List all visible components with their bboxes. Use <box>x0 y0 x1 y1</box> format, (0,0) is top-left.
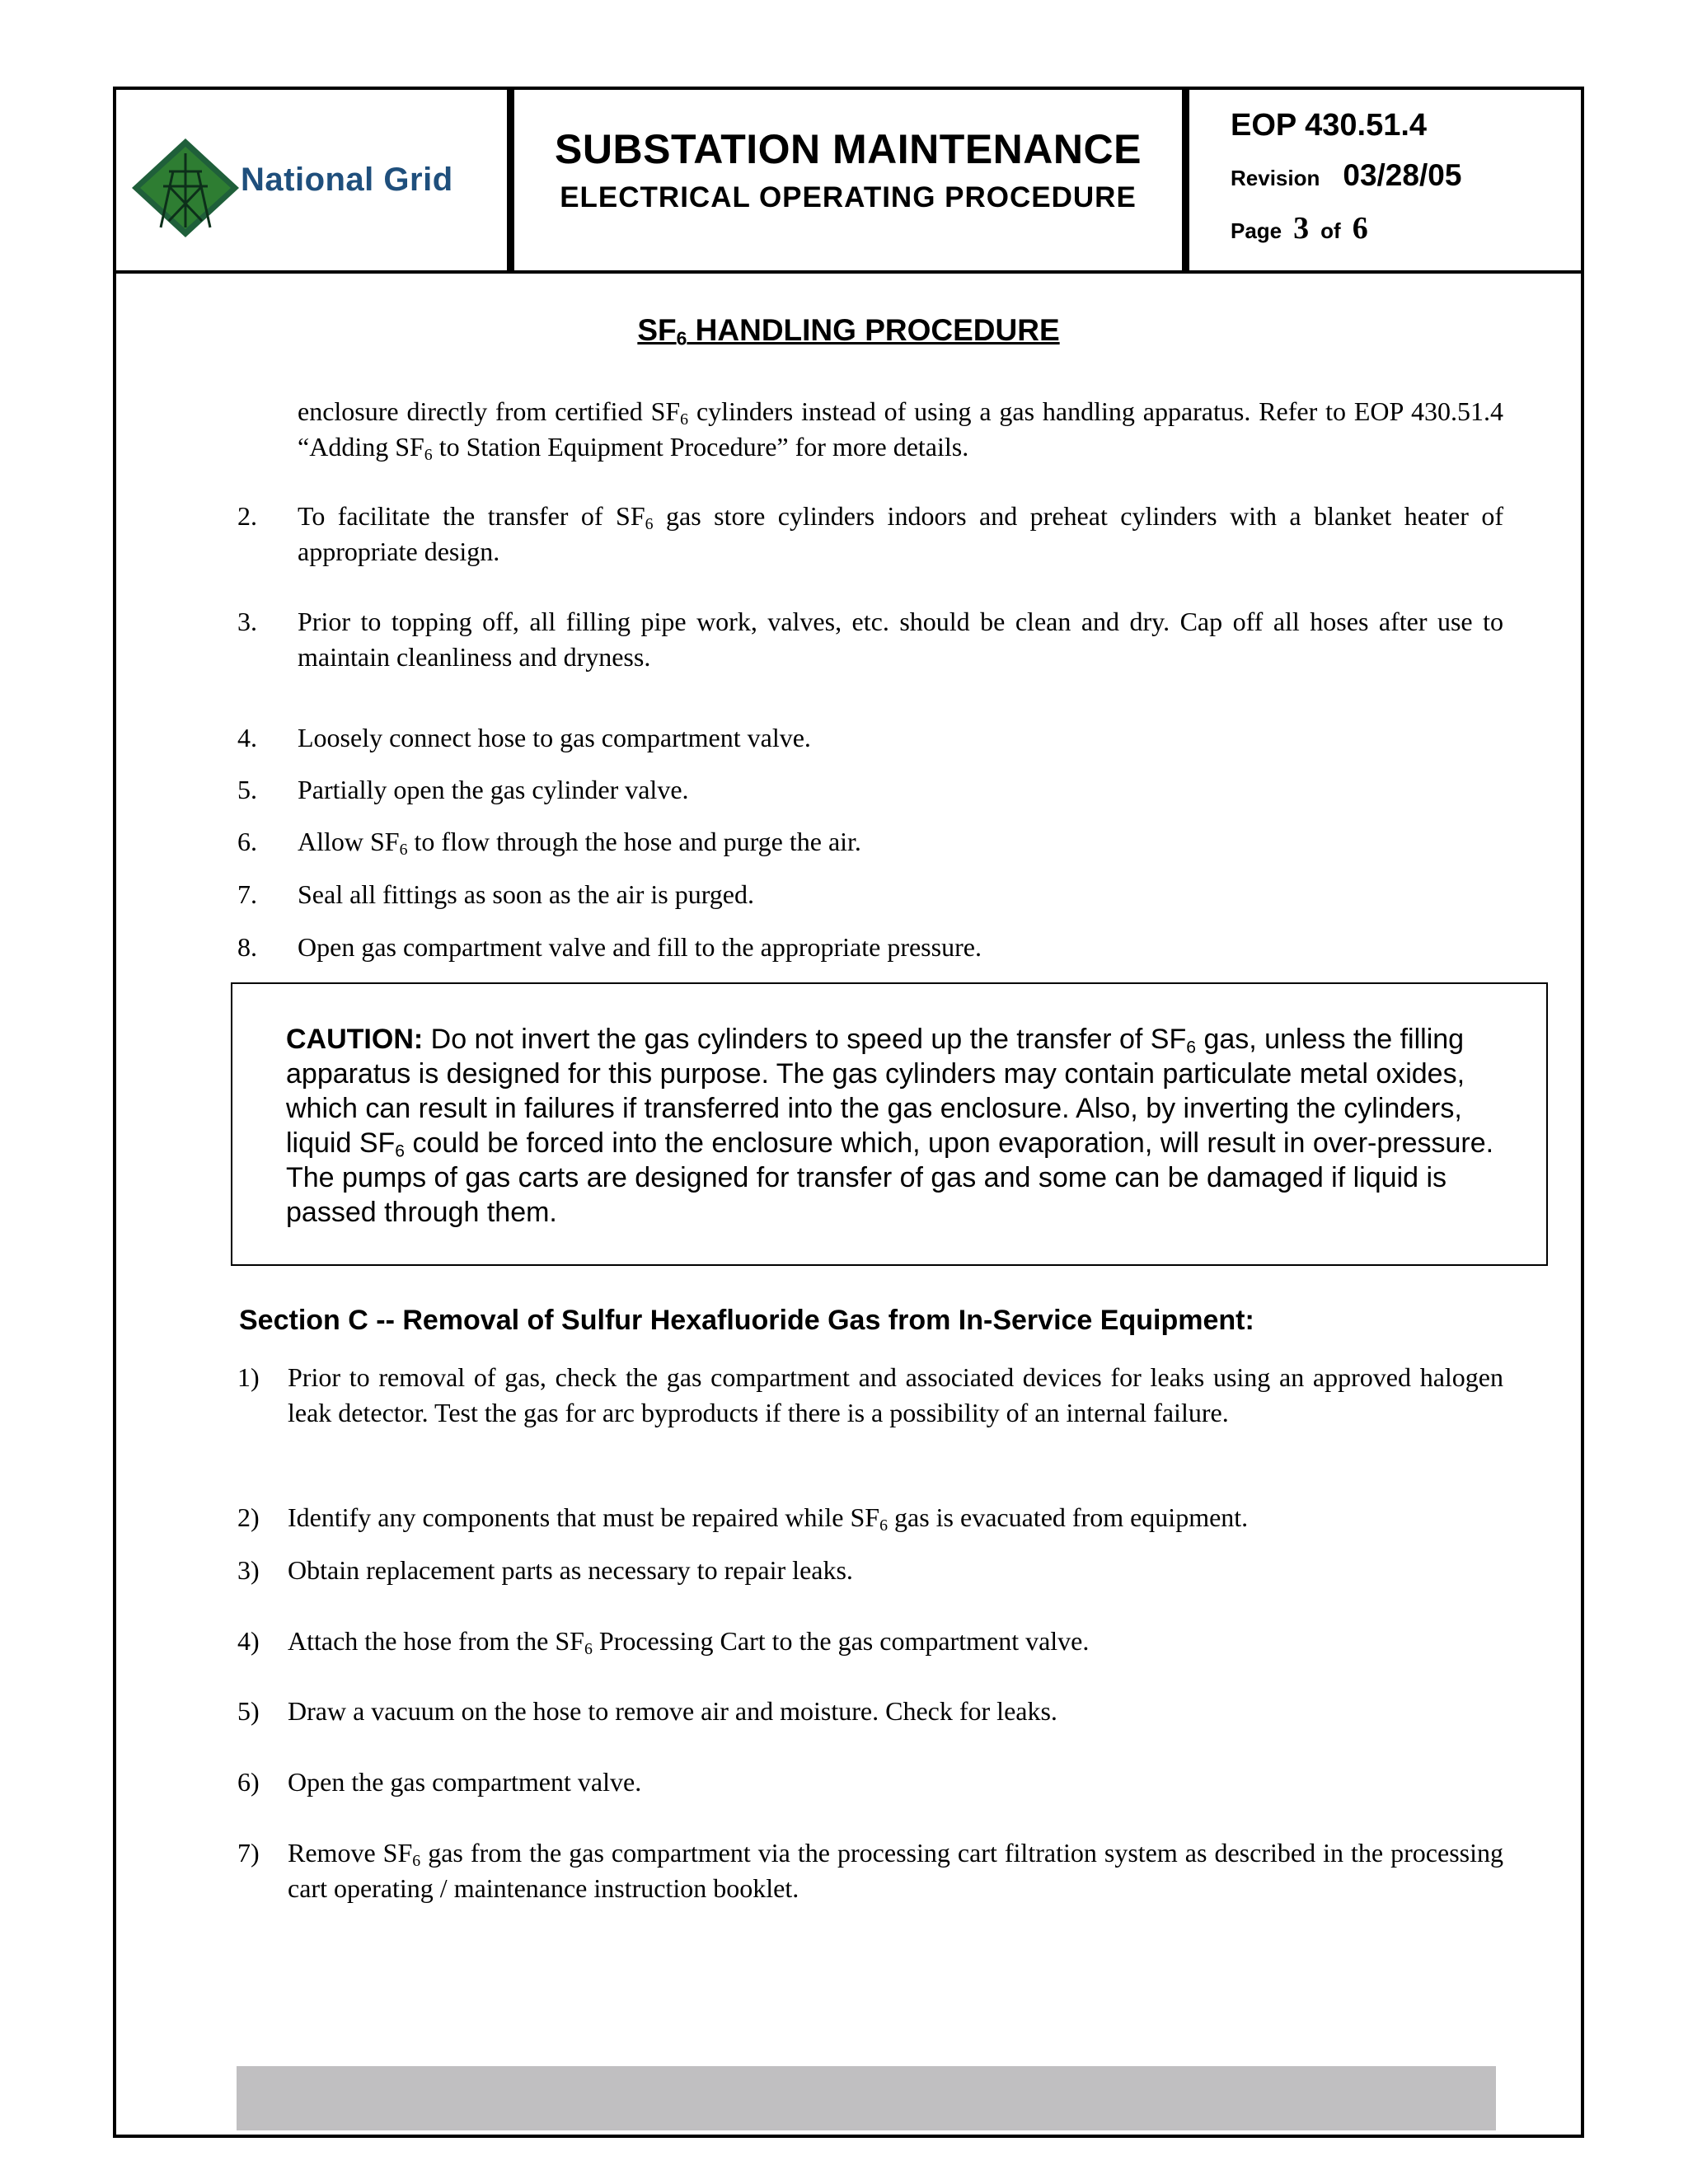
section-c-heading: Section C -- Removal of Sulfur Hexafluoride Gas from In-Service Equipment: <box>239 1305 1254 1336</box>
step-item: Open gas compartment valve and fill to the appropriate pressure. <box>298 932 982 962</box>
step-number: 6. <box>237 827 257 856</box>
document-title: $SF_6$ HANDLING PROCEDURE <box>637 313 1060 349</box>
section-c-number: 1) <box>237 1362 260 1392</box>
header-subtitle: ELECTRICAL OPERATING PROCEDURE <box>560 181 1137 213</box>
step-number: 8. <box>237 932 257 962</box>
page-of-label: of <box>1320 218 1341 243</box>
caution-text: CAUTION: Do not invert the gas cylinders to speed up the transfer of $SF_6$ gas, unless the filling apparatus is designed for this purpose. The gas cylinders may contain particulate metal oxides, which can result in failures if transferred into the gas enclosure. Also, by inverting the cylinders, liquid $SF_6$ could be forced into the enclosure which, upon evaporation, will result in over-pressure. The pumps of gas carts are designed for transfer of gas and some can be damaged if liquid is passed through them. <box>286 1024 1494 1228</box>
section-c-item: Remove $SF_6$ gas from the gas compartment via the processing cart filtration system as described in the processing cart operating / maintenance instruction booklet. <box>288 1838 1504 1903</box>
section-c-item: Obtain replacement parts as necessary to repair leaks. <box>288 1555 853 1585</box>
header-title: SUBSTATION MAINTENANCE <box>555 126 1142 172</box>
section-c-number: 7) <box>237 1838 260 1868</box>
step-number: 2. <box>237 501 257 531</box>
header-divider-left <box>507 87 514 274</box>
step-number: 5. <box>237 775 257 804</box>
section-c-item: Open the gas compartment valve. <box>288 1767 642 1797</box>
revision-date: 03/28/05 <box>1343 158 1462 192</box>
revision-row <box>1231 158 1461 193</box>
section-c-item: Attach the hose from the $SF_6$ Processing Cart to the gas compartment valve. <box>288 1626 1090 1658</box>
step-item: Partially open the gas cylinder valve. <box>298 775 689 804</box>
step-item: Loosely connect hose to gas compartment valve. <box>298 723 811 752</box>
page-indicator <box>1231 210 1380 246</box>
footer-band <box>237 2066 1496 2130</box>
step-number: 3. <box>237 607 257 636</box>
step-item: To facilitate the transfer of $SF_6$ gas store cylinders indoors and preheat cylinders with a blanket heater of appropriate design. <box>298 501 1504 566</box>
section-c-item: Draw a vacuum on the hose to remove air and moisture. Check for leaks. <box>288 1696 1057 1726</box>
page-number: 3 <box>1293 211 1310 246</box>
page-total: 6 <box>1352 211 1368 246</box>
section-c-item: Identify any components that must be repaired while $SF_6$ gas is evacuated from equipment. <box>288 1502 1249 1535</box>
section-c-number: 3) <box>237 1555 260 1585</box>
step-number: 7. <box>237 879 257 909</box>
step-number: 4. <box>237 723 257 752</box>
step-item: Seal all fittings as soon as the air is purged. <box>298 879 754 909</box>
header-divider-right <box>1182 87 1189 274</box>
company-name: National Grid <box>241 162 453 198</box>
revision-label: Revision <box>1231 166 1320 190</box>
section-c-number: 4) <box>237 1626 260 1656</box>
intro-paragraph: enclosure directly from certified $SF_6$ cylinders instead of using a gas handling apparatus. Refer to EOP 430.51.4 “Adding $SF_6$ to Station Equipment Procedure” for more details. <box>298 396 1504 464</box>
section-c-number: 5) <box>237 1696 260 1726</box>
header-bottom-rule <box>113 270 1584 274</box>
step-item: Allow $SF_6$ to flow through the hose and purge the air. <box>298 827 861 859</box>
section-c-item: Prior to removal of gas, check the gas compartment and associated devices for leaks using an approved halogen leak detector. Test the gas for arc byproducts if there is a possibility of an internal failure. <box>288 1362 1503 1427</box>
step-item: Prior to topping off, all filling pipe work, valves, etc. should be clean and dry. Cap off all hoses after use to maintain cleanliness and dryness. <box>298 607 1503 672</box>
section-c-number: 6) <box>237 1767 260 1797</box>
caution-label: CAUTION: <box>286 1024 424 1055</box>
section-c-number: 2) <box>237 1502 260 1532</box>
document-id: EOP 430.51.4 <box>1231 108 1428 143</box>
page-label: Page <box>1231 218 1282 243</box>
